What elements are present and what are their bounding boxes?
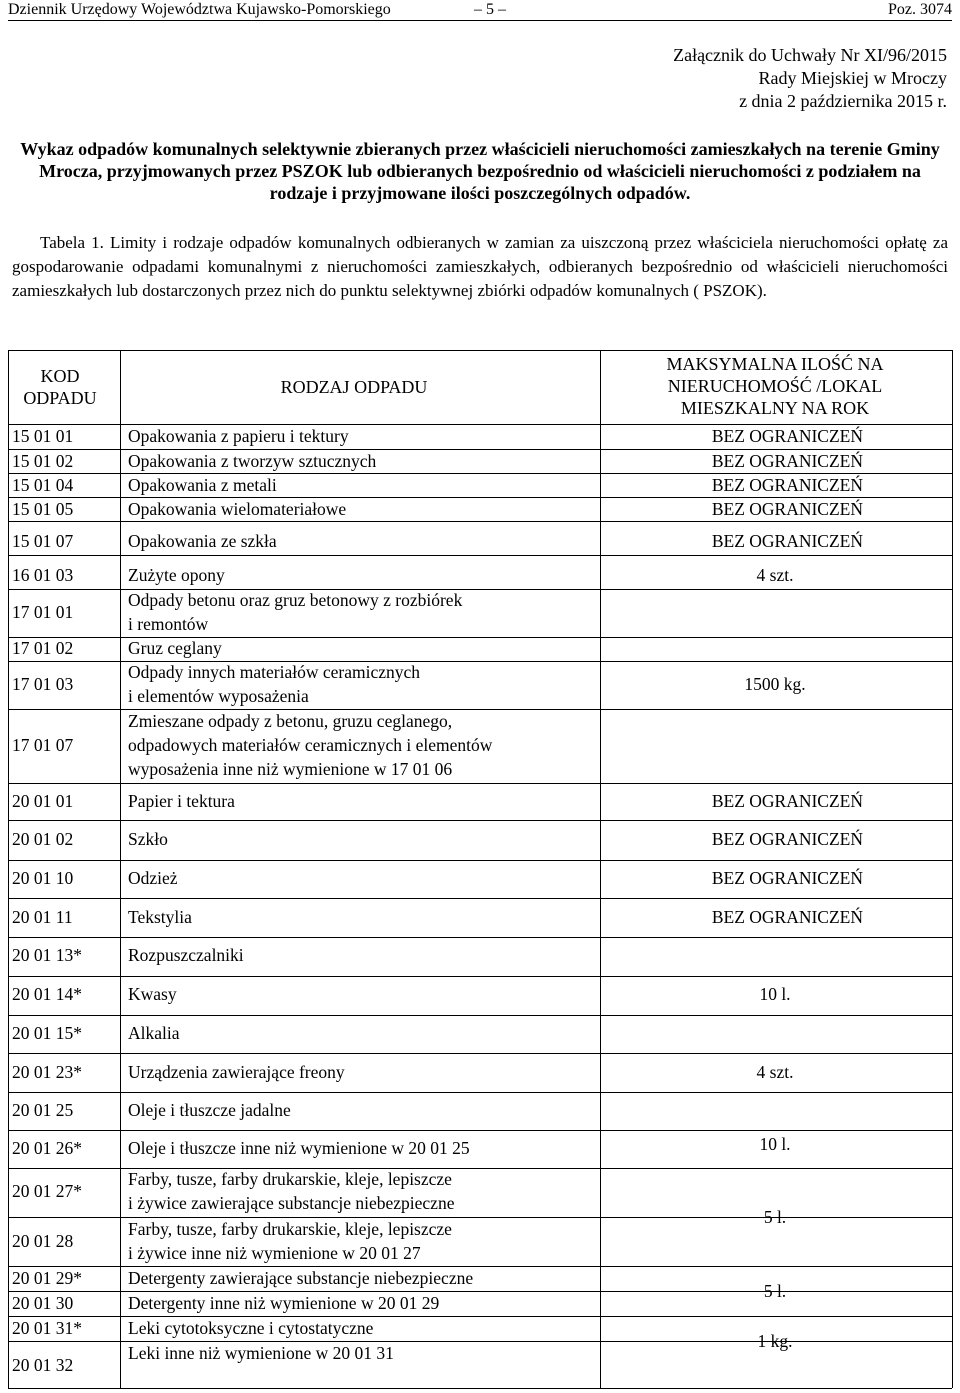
waste-code: 20 01 29*: [12, 1268, 82, 1288]
column-header-type: RODZAJ ODPADU: [280, 377, 428, 397]
waste-code: 20 01 30: [12, 1293, 74, 1313]
quantity-limit: BEZ OGRANICZEŃ: [711, 791, 863, 811]
table-rule: [8, 555, 952, 556]
waste-code: 20 01 15*: [12, 1023, 82, 1043]
waste-type: Leki cytotoksyczne i cytostatyczne: [128, 1318, 374, 1338]
quantity-limit: BEZ OGRANICZEŃ: [711, 868, 863, 888]
table-rule: [8, 709, 952, 710]
waste-type: Odpady innych materiałów ceramicznych: [128, 662, 421, 682]
table-rule: [8, 1266, 952, 1267]
annex-line: Rady Miejskiej w Mroczy: [758, 68, 947, 88]
table-rule: [8, 350, 952, 351]
waste-code: 20 01 31*: [12, 1318, 82, 1338]
waste-type: Urządzenia zawierające freony: [128, 1062, 345, 1082]
waste-type: i elementów wyposażenia: [128, 686, 309, 706]
waste-code: 20 01 11: [12, 907, 73, 927]
waste-code: 15 01 02: [12, 451, 74, 471]
column-header-line: ODPADU: [23, 388, 97, 408]
waste-type: Farby, tusze, farby drukarskie, kleje, lepiszcze: [128, 1219, 452, 1239]
table-rule: [8, 497, 952, 498]
waste-type: Odpady betonu oraz gruz betonowy z rozbiórek: [128, 590, 463, 610]
waste-type: Opakowania z tworzyw sztucznych: [128, 451, 377, 471]
waste-type: odpadowych materiałów ceramicznych i elementów: [128, 735, 493, 755]
waste-type: Tekstylia: [128, 907, 192, 927]
quantity-limit: 10 l.: [759, 1134, 791, 1154]
quantity-limit: BEZ OGRANICZEŃ: [711, 829, 863, 849]
waste-type: Leki inne niż wymienione w 20 01 31: [128, 1343, 394, 1363]
waste-type: wyposażenia inne niż wymienione w 17 01 06: [128, 759, 453, 779]
quantity-limit: BEZ OGRANICZEŃ: [711, 426, 863, 446]
table-rule: [8, 1291, 952, 1292]
waste-code: 20 01 01: [12, 791, 74, 811]
waste-code: 17 01 03: [12, 674, 74, 694]
quantity-limit: 1 kg.: [757, 1331, 793, 1351]
waste-code: 17 01 01: [12, 602, 74, 622]
waste-code: 20 01 27*: [12, 1181, 82, 1201]
table-rule: [8, 1015, 952, 1016]
document-heading: Wykaz odpadów komunalnych selektywnie zbieranych przez właścicieli nieruchomości zamieszkałych na terenie Gminy Mrocza, przyjmowanych przez PSZOK lub odbieranych bezpośrednio od właścicieli nieruchomości z podziałem na rodzaje i przyjmowane ilości poszczególnych odpadów.: [20, 139, 940, 203]
waste-code: 15 01 01: [12, 426, 74, 446]
table-rule: [8, 1316, 952, 1317]
waste-type: Oleje i tłuszcze jadalne: [128, 1100, 291, 1120]
waste-type: Zużyte opony: [128, 565, 225, 585]
column-header-line: NIERUCHOMOŚĆ /LOKAL: [667, 376, 883, 396]
table-rule: [8, 1341, 952, 1342]
waste-code: 20 01 25: [12, 1100, 74, 1120]
waste-type: Szkło: [128, 829, 168, 849]
table-rule: [8, 589, 952, 590]
waste-code: 20 01 13*: [12, 945, 82, 965]
table-rule: [8, 1053, 952, 1054]
annex-line: Załącznik do Uchwały Nr XI/96/2015: [673, 45, 947, 65]
waste-type: i remontów: [128, 614, 209, 634]
table-rule: [8, 937, 952, 938]
waste-type: i żywice inne niż wymienione w 20 01 27: [128, 1243, 421, 1263]
table-rule: [8, 860, 952, 861]
quantity-limit: 4 szt.: [756, 1062, 794, 1082]
table-column-rule: [600, 350, 601, 1388]
table-rule: [8, 661, 952, 662]
waste-type: Kwasy: [128, 984, 177, 1004]
waste-code: 20 01 10: [12, 868, 74, 888]
waste-type: Detergenty inne niż wymienione w 20 01 29: [128, 1293, 440, 1313]
column-header-line: MAKSYMALNA ILOŚĆ NA: [666, 354, 884, 374]
waste-type: Opakowania z papieru i tektury: [128, 426, 349, 446]
table-rule: [8, 1092, 952, 1093]
waste-code: 20 01 26*: [12, 1138, 82, 1158]
quantity-limit: 5 l.: [763, 1281, 787, 1301]
waste-type: Opakowania ze szkła: [128, 531, 277, 551]
waste-type: Detergenty zawierające substancje niebezpieczne: [128, 1268, 474, 1288]
waste-code: 17 01 07: [12, 735, 74, 755]
table-rule: [8, 1388, 952, 1389]
column-header-line: KOD: [40, 366, 80, 386]
waste-type: i żywice zawierające substancje niebezpieczne: [128, 1193, 455, 1213]
table-rule: [8, 976, 952, 977]
quantity-limit: 10 l.: [759, 984, 791, 1004]
table-rule: [8, 424, 952, 425]
waste-code: 15 01 04: [12, 475, 74, 495]
waste-type: Farby, tusze, farby drukarskie, kleje, lepiszcze: [128, 1169, 452, 1189]
waste-code: 16 01 03: [12, 565, 74, 585]
column-header-line: MIESZKALNY NA ROK: [680, 398, 870, 418]
table-rule: [8, 1168, 952, 1169]
table-rule: [8, 1217, 952, 1218]
quantity-limit: BEZ OGRANICZEŃ: [711, 907, 863, 927]
position-number: Poz. 3074: [888, 1, 952, 18]
waste-type: Papier i tektura: [128, 791, 235, 811]
waste-code: 20 01 28: [12, 1231, 74, 1251]
table-column-rule: [120, 350, 121, 1388]
quantity-limit: 4 szt.: [756, 565, 794, 585]
annex-line: z dnia 2 października 2015 r.: [739, 91, 947, 111]
waste-type: Opakowania wielomateriałowe: [128, 499, 347, 519]
quantity-limit: BEZ OGRANICZEŃ: [711, 475, 863, 495]
table-rule: [8, 1130, 952, 1131]
quantity-limit: BEZ OGRANICZEŃ: [711, 499, 863, 519]
waste-type: Odzież: [128, 868, 178, 888]
page-number: – 5 –: [474, 1, 506, 18]
quantity-limit: 1500 kg.: [744, 674, 806, 694]
quantity-limit: BEZ OGRANICZEŃ: [711, 451, 863, 471]
waste-type: Zmieszane odpady z betonu, gruzu ceglanego,: [128, 711, 453, 731]
table-rule: [8, 521, 952, 522]
waste-type: Opakowania z metali: [128, 475, 277, 495]
waste-code: 20 01 14*: [12, 984, 82, 1004]
waste-type: Alkalia: [128, 1023, 180, 1043]
quantity-limit: BEZ OGRANICZEŃ: [711, 531, 863, 551]
table-rule: [8, 473, 952, 474]
table-rule: [8, 449, 952, 450]
table-rule: [8, 820, 952, 821]
waste-code: 20 01 32: [12, 1355, 74, 1375]
waste-code: 15 01 07: [12, 531, 74, 551]
table-rule: [8, 898, 952, 899]
quantity-limit: 5 l.: [763, 1207, 787, 1227]
table-rule: [8, 637, 952, 638]
waste-code: 17 01 02: [12, 638, 74, 658]
table-column-rule: [8, 350, 9, 1388]
waste-type: Gruz ceglany: [128, 638, 222, 658]
table-column-rule: [952, 350, 953, 1388]
journal-title: Dziennik Urzędowy Województwa Kujawsko-Pomorskiego: [8, 1, 391, 18]
waste-code: 20 01 02: [12, 829, 74, 849]
waste-code: 20 01 23*: [12, 1062, 82, 1082]
table-caption: Tabela 1. Limity i rodzaje odpadów komunalnych odbieranych w zamian za uiszczoną przez właściciela nieruchomości opłatę za gospodarowanie odpadami komunalnymi z nieruchomości zamieszkałych, odbieranych bezpośrednio od właścicieli nieruchomości zamieszkałych lub dostarczonych przez nich do punktu selektywnej zbiórki odpadów komunalnych ( PSZOK).: [12, 233, 948, 300]
table-rule: [8, 783, 952, 784]
waste-type: Oleje i tłuszcze inne niż wymienione w 20 01 25: [128, 1138, 470, 1158]
waste-code: 15 01 05: [12, 499, 74, 519]
waste-type: Rozpuszczalniki: [128, 945, 244, 965]
